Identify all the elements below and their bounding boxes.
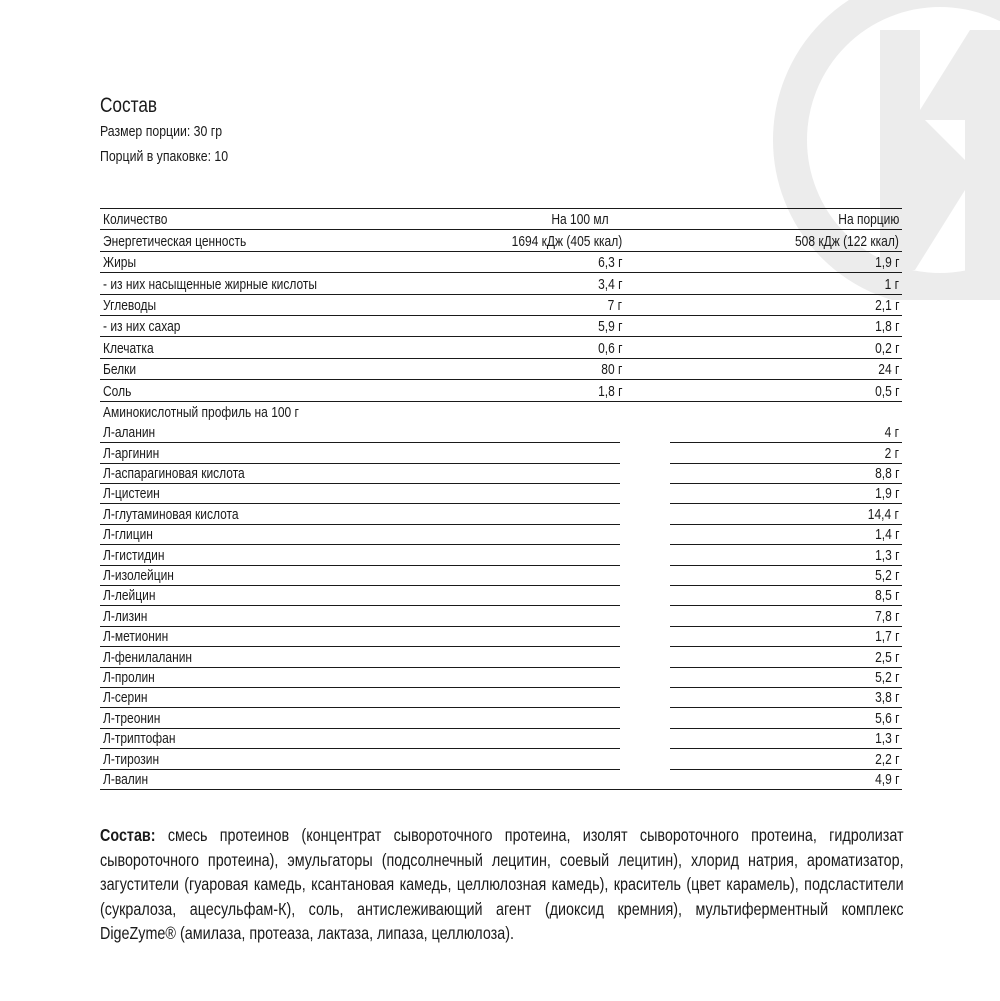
table-row [100, 769, 902, 790]
nutrient-name: - из них насыщенные жирные кислоты [103, 275, 318, 293]
table-row [100, 230, 902, 251]
nutrition-table [100, 208, 902, 790]
amino-name: Л-цистеин [103, 485, 160, 503]
amino-value: 2,5 г [874, 648, 899, 666]
table-row [100, 503, 902, 523]
nutrient-per-serving: 1 г [884, 275, 899, 293]
table-row [100, 337, 902, 358]
amino-value: 7,8 г [874, 607, 899, 625]
nutrient-per-100: 3,4 г [597, 275, 622, 293]
amino-name: Л-аланин [103, 424, 156, 442]
nutrient-per-serving: 24 г [877, 361, 899, 379]
nutrient-per-100: 6,3 г [597, 254, 622, 272]
col-header-per-100: На 100 мл [551, 211, 609, 229]
amino-value: 5,2 г [874, 668, 899, 686]
table-row [100, 252, 902, 273]
nutrient-name: Соль [103, 382, 132, 400]
amino-value: 14,4 г [867, 505, 899, 523]
amino-value: 8,5 г [874, 587, 899, 605]
table-row [100, 316, 902, 337]
table-row [100, 605, 902, 625]
amino-profile-title: Аминокислотный профиль на 100 г [103, 403, 299, 421]
amino-value: 2 г [884, 444, 899, 462]
amino-value: 5,6 г [874, 709, 899, 727]
amino-name: Л-пролин [103, 668, 155, 686]
nutrient-name: Жиры [103, 254, 137, 272]
table-row [100, 359, 902, 380]
table-row [100, 646, 902, 666]
amino-name: Л-лейцин [103, 587, 156, 605]
nutrient-per-serving: 0,5 г [874, 382, 899, 400]
amino-value: 1,4 г [874, 526, 899, 544]
table-row [100, 626, 902, 646]
table-row [100, 524, 902, 544]
amino-name: Л-гистидин [103, 546, 165, 564]
amino-value: 1,7 г [874, 628, 899, 646]
amino-value: 1,3 г [874, 730, 899, 748]
nutrient-name: - из них сахар [103, 318, 181, 336]
table-row [100, 380, 902, 401]
nutrient-per-serving: 1,8 г [874, 318, 899, 336]
table-row [100, 667, 902, 687]
nutrient-name: Углеводы [103, 296, 157, 314]
amino-value: 2,2 г [874, 750, 899, 768]
table-row [100, 687, 902, 707]
table-row [100, 728, 902, 748]
amino-name: Л-триптофан [103, 730, 176, 748]
amino-value: 4 г [884, 424, 899, 442]
col-header-per-serving: На порцию [837, 211, 899, 229]
amino-name: Л-серин [103, 689, 148, 707]
nutrient-per-100: 1694 кДж (405 ккал) [511, 232, 622, 250]
amino-value: 1,9 г [874, 485, 899, 503]
amino-name: Л-изолейцин [103, 567, 174, 585]
amino-profile-header [100, 402, 902, 422]
table-row [100, 483, 902, 503]
table-row [100, 585, 902, 605]
amino-name: Л-аспарагиновая кислота [103, 465, 245, 483]
nutrient-per-serving: 508 кДж (122 ккал) [795, 232, 899, 250]
amino-name: Л-глутаминовая кислота [103, 505, 239, 523]
amino-value: 3,8 г [874, 689, 899, 707]
table-row [100, 463, 902, 483]
amino-value: 4,9 г [874, 770, 899, 788]
col-header-quantity: Количество [103, 211, 168, 229]
nutrient-per-100: 0,6 г [597, 339, 622, 357]
amino-name: Л-треонин [103, 709, 161, 727]
serving-info [100, 93, 256, 169]
table-header-row [100, 209, 902, 230]
table-row [100, 565, 902, 585]
serving-size: Размер порции: 30 гр [100, 123, 223, 140]
amino-value: 5,2 г [874, 567, 899, 585]
table-row [100, 442, 902, 462]
nutrient-per-100: 5,9 г [597, 318, 622, 336]
nutrient-name: Белки [103, 361, 137, 379]
nutrient-per-serving: 2,1 г [874, 296, 899, 314]
nutrient-per-100: 80 г [600, 361, 622, 379]
nutrient-name: Клечатка [103, 339, 154, 357]
amino-name: Л-фенилаланин [103, 648, 193, 666]
nutrient-per-serving: 0,2 г [874, 339, 899, 357]
composition-text [100, 823, 904, 946]
nutrient-per-serving: 1,9 г [874, 254, 899, 272]
table-row [100, 422, 902, 442]
amino-value: 1,3 г [874, 546, 899, 564]
nutrient-name: Энергетическая ценность [103, 232, 247, 250]
composition-label: Состав: [100, 825, 156, 845]
table-row [100, 707, 902, 727]
amino-name: Л-тирозин [103, 750, 160, 768]
page-title: Состав [100, 94, 158, 117]
nutrient-per-100: 1,8 г [597, 382, 622, 400]
table-row [100, 748, 902, 768]
amino-name: Л-метионин [103, 628, 169, 646]
amino-name: Л-аргинин [103, 444, 160, 462]
amino-name: Л-валин [103, 770, 149, 788]
table-row [100, 273, 902, 294]
servings-per-pack: Порций в упаковке: 10 [100, 148, 229, 165]
amino-value: 8,8 г [874, 465, 899, 483]
amino-name: Л-глицин [103, 526, 153, 544]
amino-name: Л-лизин [103, 607, 148, 625]
table-row [100, 295, 902, 316]
table-row [100, 544, 902, 564]
composition-body: смесь протеинов (концентрат сывороточного протеина, изолят сывороточного протеина, гидролизат сывороточного протеина), эмульгаторы (подсолнечный лецитин, соевый лецитин), хлорид натрия, ароматизатор, загустители (гуаровая камедь, ксантановая камедь, целлюлозная камедь), краситель (цвет карамель), подсластители (сукралоза, ацесульфам-К), соль, антислеживающий агент (диоксид кремния), мультиферментный комплекс DigeZyme® (амилаза, протеаза, лактаза, липаза, целлюлоза). [100, 825, 904, 944]
nutrient-per-100: 7 г [607, 296, 622, 314]
